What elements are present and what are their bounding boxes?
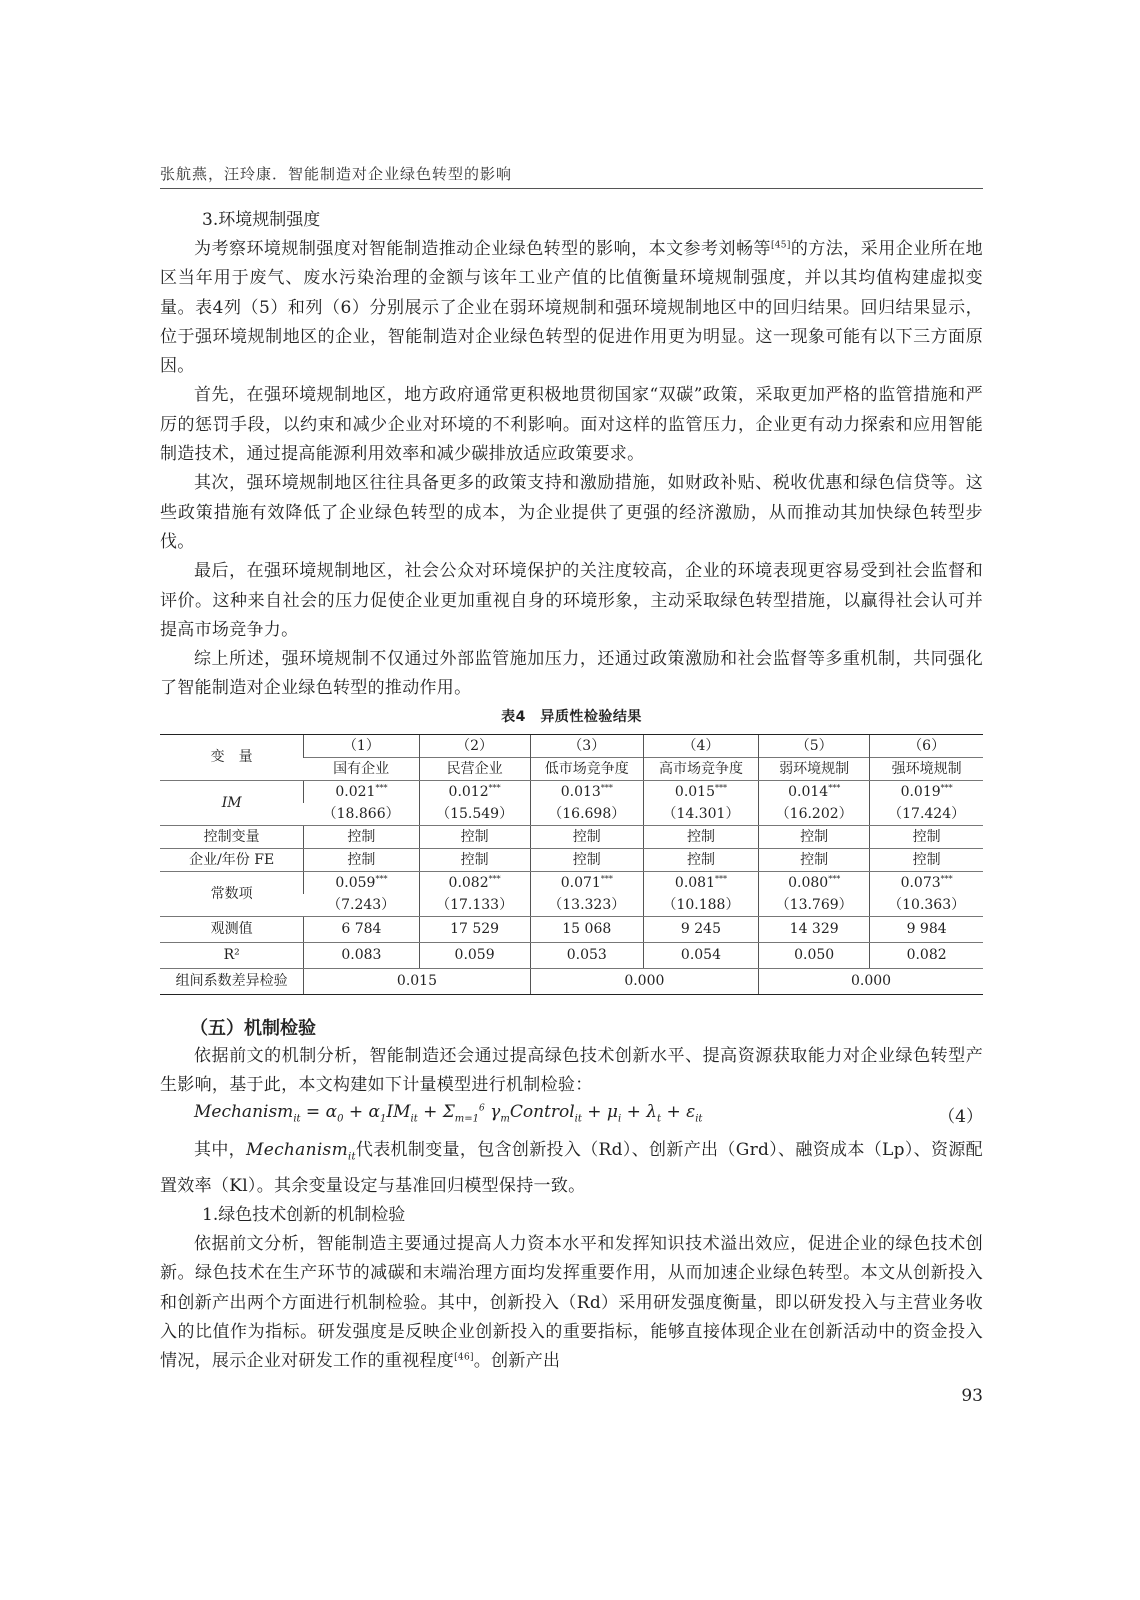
table-header-row [160,735,983,758]
col-name: 高市场竞争度 [643,758,758,781]
col-name: 强环境规制 [870,758,983,781]
paragraph: 依据前文的机制分析，智能制造还会通过提高绿色技术创新水平、提高资源获取能力对企业绿色转型产生影响，基于此，本文构建如下计量模型进行机制检验： [160,1046,983,1096]
running-head: 张航燕，汪玲康．智能制造对企业绿色转型的影响 [160,165,513,183]
cell: 控制 [643,849,758,872]
cell: 控制 [419,826,530,849]
cell: 0.021 [335,783,376,800]
cell: 0.053 [530,943,643,969]
cell: （17.133） [419,894,530,917]
row-label: IM [160,781,304,826]
cell: 9 245 [643,917,758,943]
cell: 0.000 [530,969,758,995]
cell: 控制 [419,849,530,872]
section-3-body [160,206,983,704]
cell: 控制 [530,849,643,872]
subsection-heading: 1.绿色技术创新的机制检验 [202,1204,406,1225]
cell: 0.059 [335,874,376,891]
paragraph: 依据前文分析，智能制造主要通过提高人力资本水平和发挥知识技术溢出效应，促进企业的绿色技术创新。绿色技术在生产环节的减碳和末端治理方面均发挥重要作用，从而加速企业绿色转型。本文从创新投入和创新产出两个方面进行机制检验。其中，创新投入（Rd）采用研发强度衡量，即以研发投入与主营业务收入的比值作为指标。研发强度是反映企业创新投入的重要指标，能够直接体现企业在创新活动中的资金投入情况，展示企业对研发工作的重视程度[46]。创新产出 [160,1233,983,1372]
cell: （10.363） [870,894,983,917]
paragraph: 首先，在强环境规制地区，地方政府通常更积极地贯彻国家“双碳”政策，采取更加严格的监管措施和严厉的惩罚手段，以约束和减少企业对环境的不利影响。面对这样的监管压力，企业更有动力探索和应用智能制造技术，通过提高能源利用效率和减少碳排放适应政策要求。 [160,385,983,465]
col-name: 低市场竞争度 [530,758,643,781]
cell: （14.301） [643,803,758,826]
cell: 0.054 [643,943,758,969]
section-5-body [160,1136,983,1376]
cell: 0.080 [788,874,829,891]
cell: 0.071 [560,874,601,891]
cell: 0.073 [900,874,941,891]
cell: 控制 [759,826,870,849]
header-rule [160,188,983,189]
equation-number: （4） [938,1107,983,1127]
subsection-heading: 3.环境规制强度 [202,210,321,230]
paragraph: 综上所述，强环境规制不仅通过外部监管施加压力，还通过政策激励和社会监督等多重机制，共同强化了智能制造对企业绿色转型的推动作用。 [160,649,983,699]
cell: 0.082 [448,874,489,891]
significance-stars: *** [375,873,388,883]
cell: 0.014 [788,783,829,800]
cell: 控制 [643,826,758,849]
cell: 17 529 [419,917,530,943]
cell: 6 784 [304,917,419,943]
cell: （13.769） [759,894,870,917]
cell: 0.083 [304,943,419,969]
col-name: 弱环境规制 [759,758,870,781]
cell: 0.015 [304,969,530,995]
table-row [160,826,983,849]
cell: 控制 [759,849,870,872]
cell: 0.059 [419,943,530,969]
cell: （7.243） [304,894,419,917]
cell: 控制 [530,826,643,849]
cell: 14 329 [759,917,870,943]
row-label: R² [160,943,304,969]
significance-stars: *** [715,873,728,883]
col-name: 国有企业 [304,758,419,781]
significance-stars: *** [488,782,501,792]
cell: 0.013 [560,783,601,800]
cell: 9 984 [870,917,983,943]
table-row [160,781,983,804]
cell: 控制 [304,849,419,872]
significance-stars: *** [940,873,953,883]
table-caption: 表4 异质性检验结果 [501,709,642,725]
cell: （16.202） [759,803,870,826]
paragraph: 为考察环境规制强度对智能制造推动企业绿色转型的影响，本文参考刘畅等[45]的方法，采用企业所在地区当年用于废气、废水污染治理的金额与该年工业产值的比值衡量环境规制强度，并以其均值构建虚拟变量。表4列（5）和列（6）分别展示了企业在弱环境规制和强环境规制地区中的回归结果。回归结果显示，位于强环境规制地区的企业，智能制造对企业绿色转型的促进作用更为明显。这一现象可能有以下三方面原因。 [160,239,983,377]
cell: 15 068 [530,917,643,943]
col-num: （4） [643,735,758,758]
col-num: （5） [759,735,870,758]
cell: （17.424） [870,803,983,826]
significance-stars: *** [828,873,841,883]
cell: 0.015 [674,783,716,800]
cell: 0.000 [759,969,983,995]
cell: 0.012 [448,783,489,800]
row-label: 企业/年份 FE [160,849,304,872]
col-num: （1） [304,735,419,758]
significance-stars: *** [715,782,728,792]
col-num: （2） [419,735,530,758]
table-row [160,969,983,995]
cell: 控制 [870,826,983,849]
cell: （10.188） [643,894,758,917]
row-label: 常数项 [160,872,304,917]
section-heading: （五）机制检验 [190,1018,316,1039]
cell: （18.866） [304,803,419,826]
significance-stars: *** [828,782,841,792]
significance-stars: *** [600,782,613,792]
cell: （16.698） [530,803,643,826]
significance-stars: *** [375,782,388,792]
row-label: 组间系数差异检验 [160,969,304,995]
page-number: 93 [961,1386,983,1406]
row-label: 控制变量 [160,826,304,849]
cell: 0.050 [759,943,870,969]
row-label: 观测值 [160,917,304,943]
equation: Mechanism$_{it}$ = $\alpha_0 + \alpha_1IM_{it} + \Sigma_{m=1}^6$ $\gamma_mControl_{it} + \mu_i + \lambda_t + \varepsilon_{it}$ （4） [194,1102,983,1127]
section-5-intro [160,1042,983,1101]
paragraph: 其中，Mechanism$_{it}$代表机制变量，包含创新投入（Rd）、创新产出（Grd）、融资成本（Lp）、资源配置效率（Kl）。其余变量设定与基准回归模型保持一致。 [160,1140,983,1196]
table-row [160,872,983,895]
cell: 控制 [304,826,419,849]
col-name: 民营企业 [419,758,530,781]
cell: 0.082 [870,943,983,969]
cell: 0.081 [674,874,716,891]
col-num: （6） [870,735,983,758]
cell: （13.323） [530,894,643,917]
col-num: （3） [530,735,643,758]
cell: 控制 [870,849,983,872]
paragraph: 其次，强环境规制地区往往具备更多的政策支持和激励措施，如财政补贴、税收优惠和绿色信贷等。这些政策措施有效降低了企业绿色转型的成本，为企业提供了更强的经济激励，从而推动其加快绿色转型步伐。 [160,473,983,552]
results-table [160,734,983,995]
significance-stars: *** [600,873,613,883]
citation-46[interactable]: [46] [454,1352,474,1363]
paragraph: 最后，在强环境规制地区，社会公众对环境保护的关注度较高，企业的环境表现更容易受到社会监督和评价。这种来自社会的压力促使企业更加重视自身的环境形象，主动采取绿色转型措施，以赢得社会认可并提高市场竞争力。 [160,561,983,640]
cell: （15.549） [419,803,530,826]
significance-stars: *** [940,782,953,792]
cell: 0.019 [900,783,941,800]
var-header: 变 量 [160,735,304,781]
citation-45[interactable]: [45] [770,240,791,251]
significance-stars: *** [488,873,501,883]
table-row [160,849,983,872]
table-row [160,943,983,969]
table-row [160,917,983,943]
